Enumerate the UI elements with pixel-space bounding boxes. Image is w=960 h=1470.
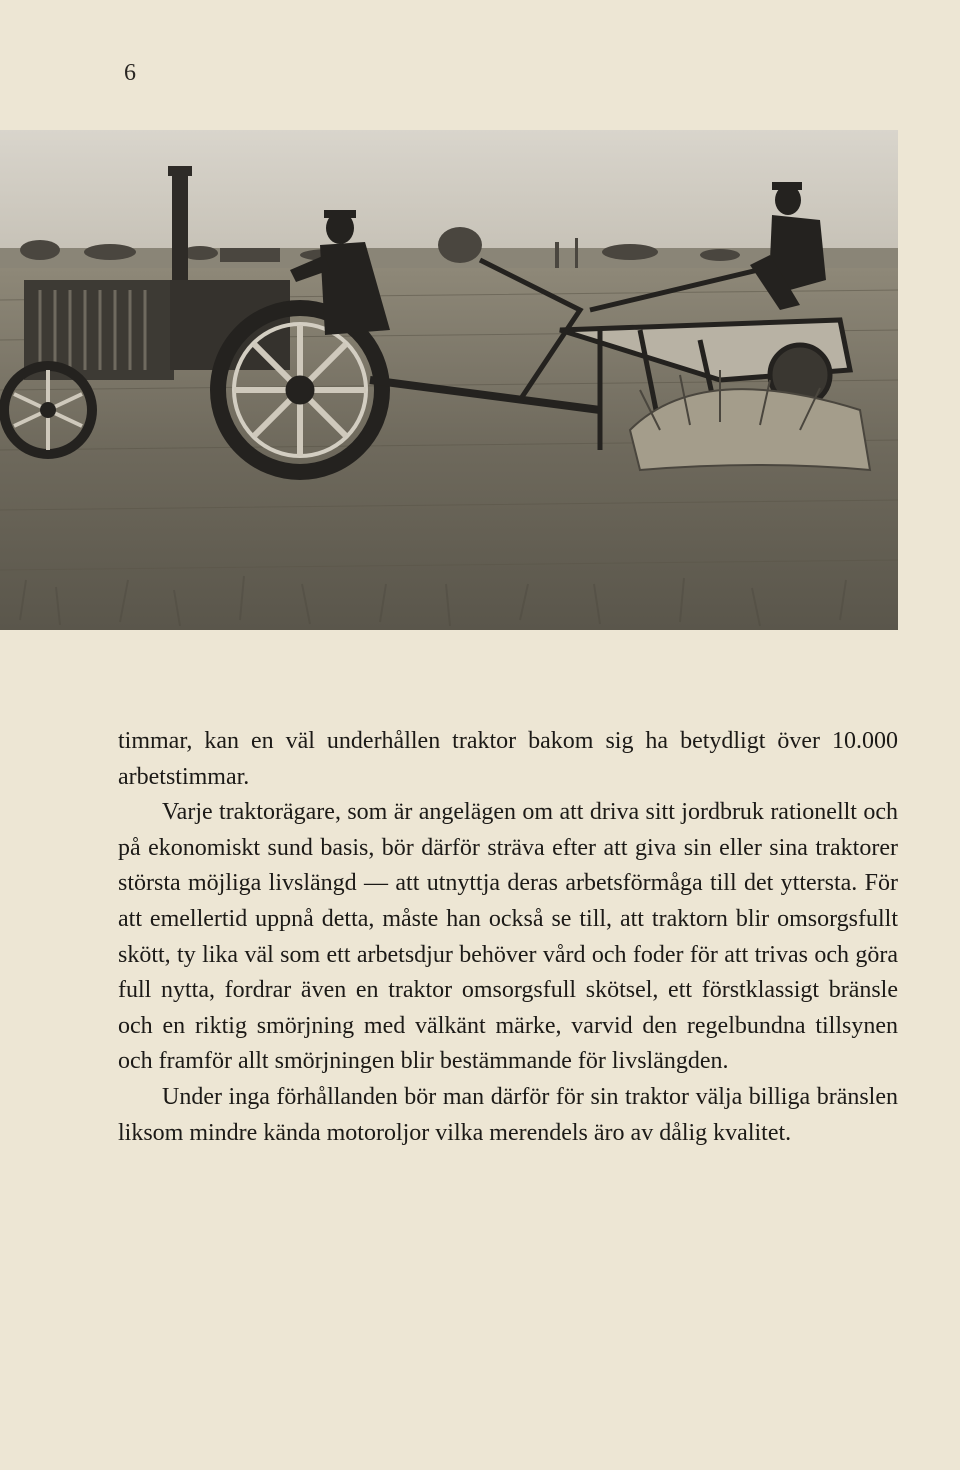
paragraph-1: timmar, kan en väl underhållen traktor bakom sig ha betydligt över 10.000 arbetstimmar. bbox=[118, 728, 898, 790]
body-text bbox=[118, 724, 898, 1151]
tractor-photo bbox=[0, 130, 898, 630]
tractor-rear-wheel bbox=[218, 308, 382, 472]
paragraph-3: Under inga förhållanden bör man därför för sin traktor välja billiga bränslen liksom mindre kända motoroljor vilka merendels äro av dålig kvalitet. bbox=[118, 1083, 898, 1146]
page-number: 6 bbox=[124, 60, 136, 86]
tractor-photo-illustration bbox=[0, 130, 898, 630]
paragraph-2: Varje traktorägare, som är angelägen om att driva sitt jordbruk rationellt och på ekonomiskt sund basis, bör därför sträva efter att giva sin eller sina traktorer största möjliga livslängd — att utnyttja deras arbetsförmåga till det yttersta. För att emellertid uppnå detta, måste han också se till, att traktorn blir omsorgsfullt skött, ty lika väl som ett arbetsdjur behöver vård och foder för att trivas och göra full nytta, fordrar även en traktor omsorgsfull skötsel, ett förstklassigt bränsle och en riktig smörjning med välkänt märke, varvid den regelbundna tillsynen och framför allt smörjningen blir bestämmande för livslängden. bbox=[118, 799, 898, 1075]
